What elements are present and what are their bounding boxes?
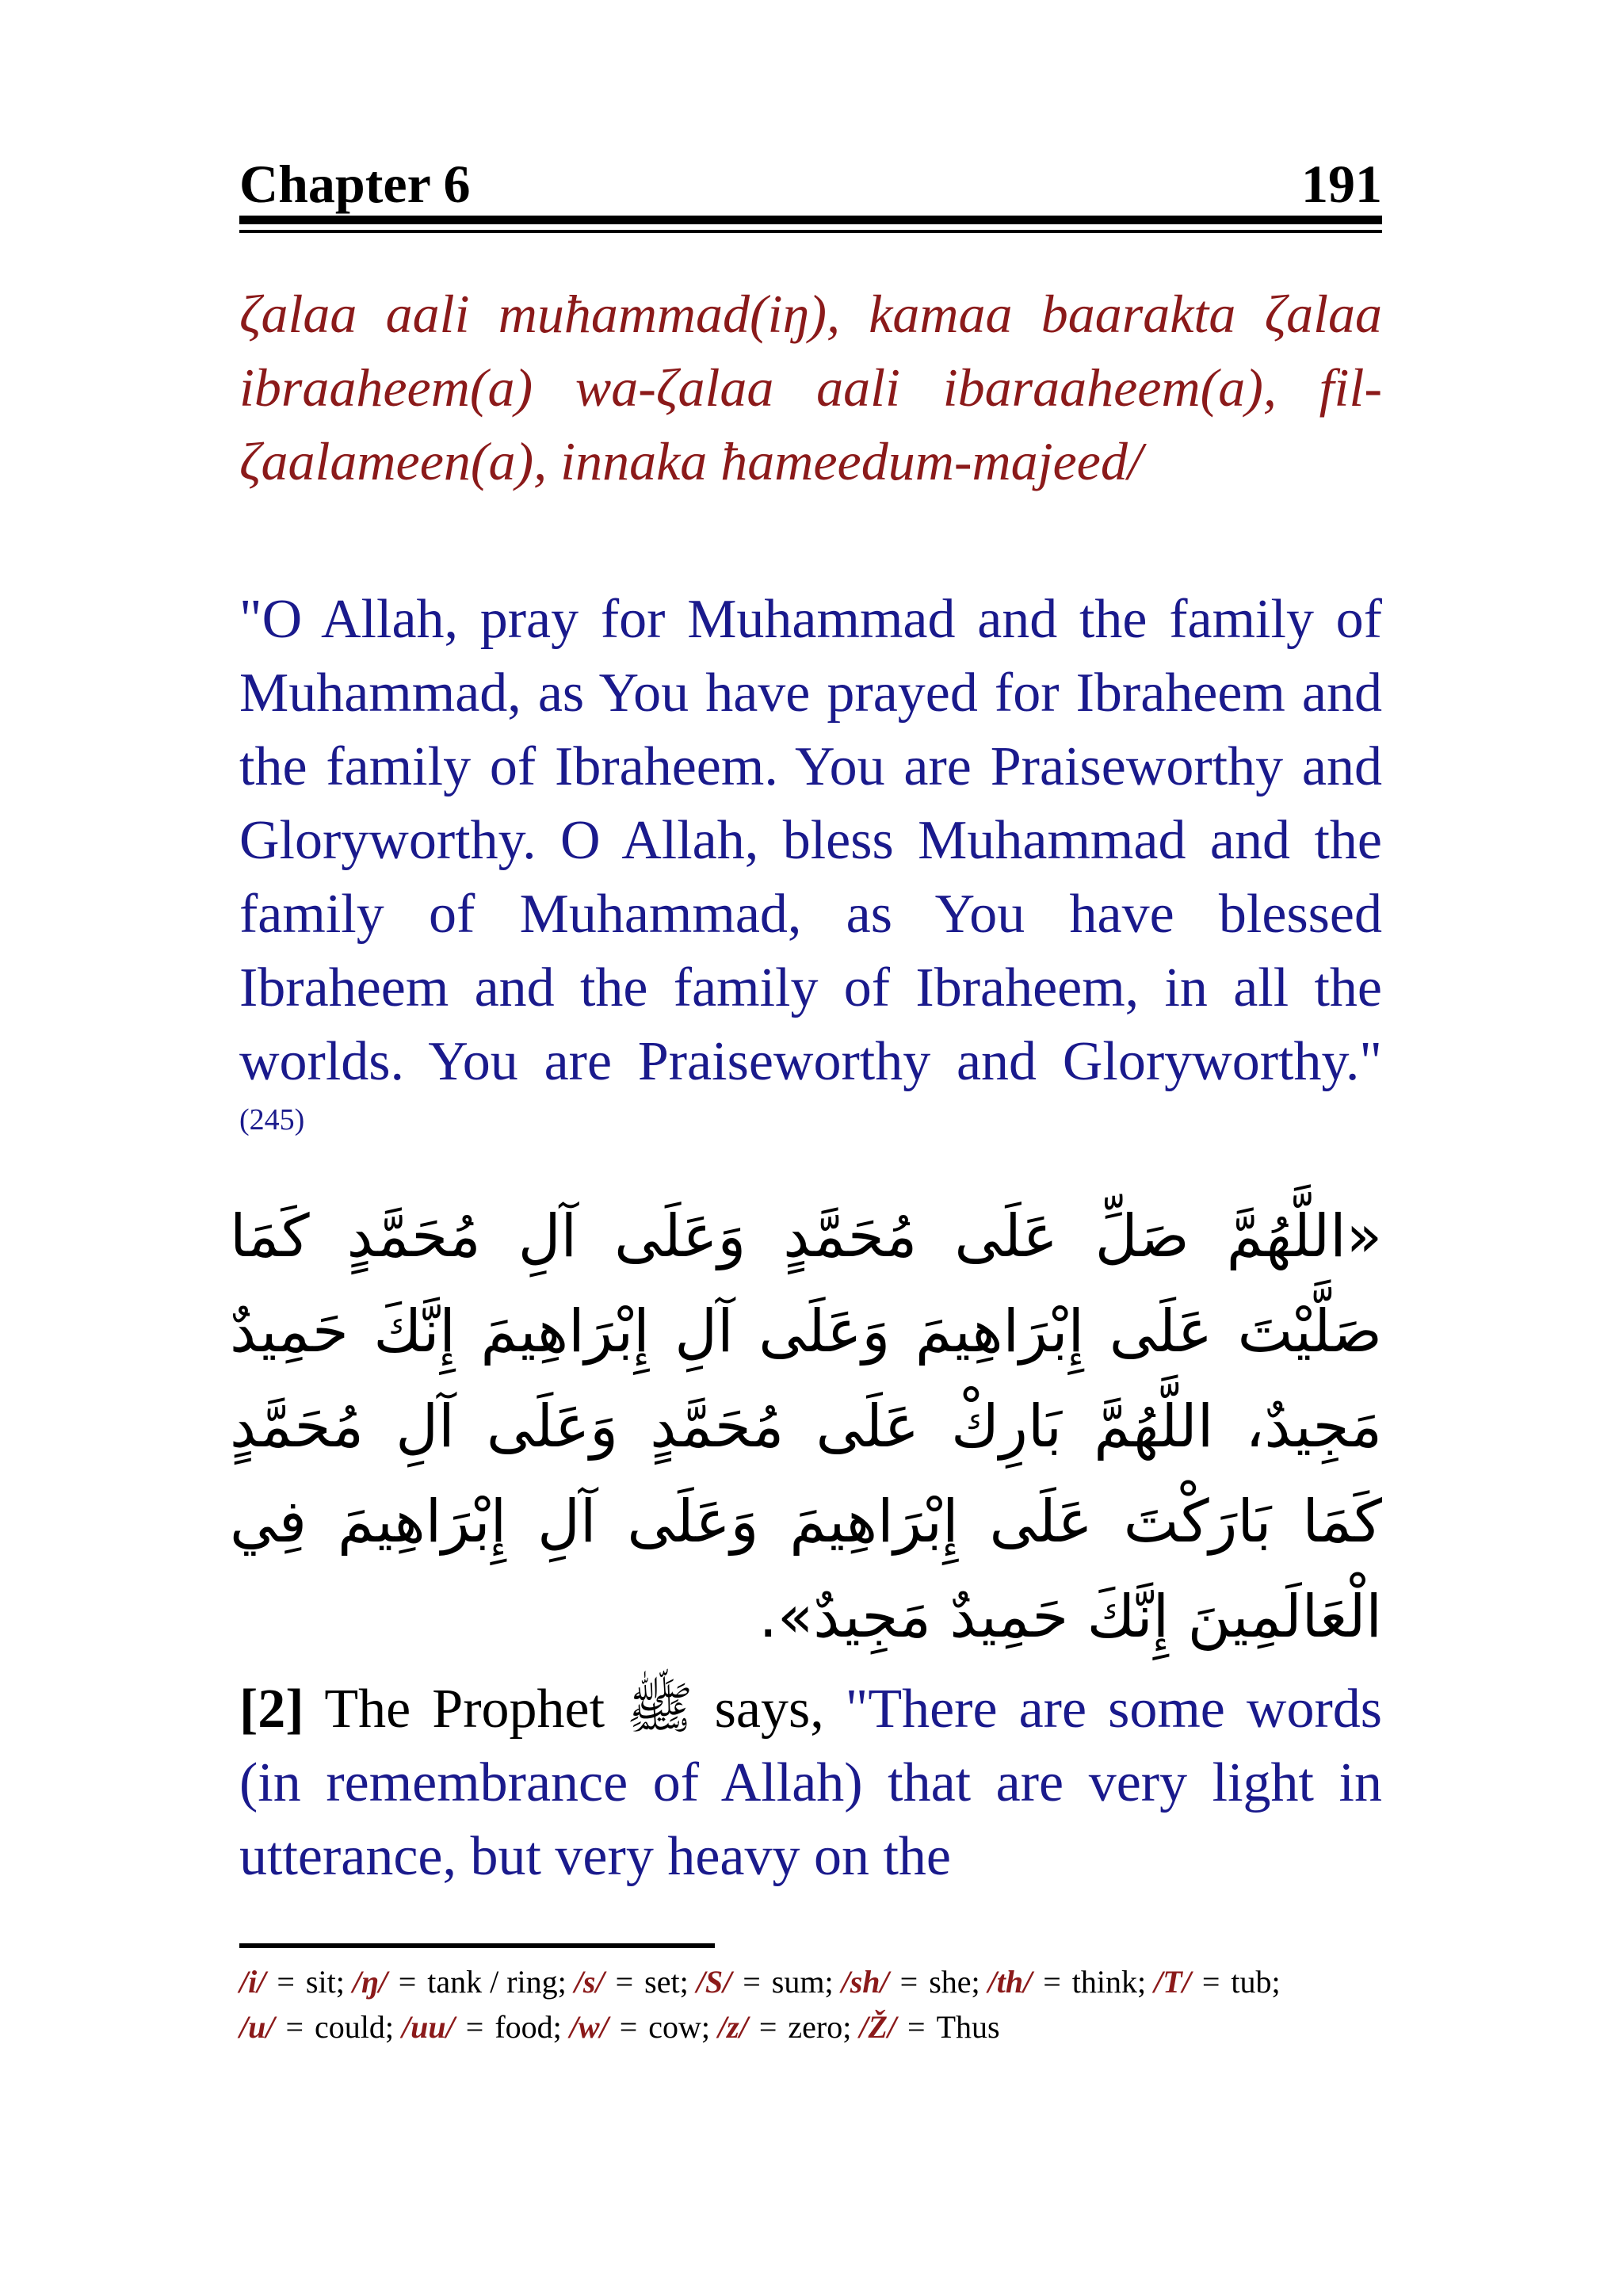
phonetic-symbol: /th/ bbox=[987, 1964, 1033, 2000]
phonetic-symbol: /z/ bbox=[718, 2009, 748, 2045]
pronunciation-entry bbox=[718, 2009, 842, 2045]
equals-sign: = bbox=[907, 2009, 926, 2045]
chapter-title: Chapter 6 bbox=[239, 154, 471, 214]
phonetic-symbol: /sh/ bbox=[841, 1964, 889, 2000]
example-word: set bbox=[644, 1964, 680, 2000]
equals-sign: = bbox=[899, 1964, 918, 2000]
paragraph-number: [2] bbox=[239, 1679, 304, 1740]
pronunciation-entry bbox=[575, 1964, 680, 2000]
phonetic-symbol: /Ž/ bbox=[859, 2009, 896, 2045]
page-number: 191 bbox=[1301, 154, 1382, 214]
pronunciation-entry bbox=[353, 1964, 558, 2000]
translation-body: "O Allah, pray for Muhammad and the family of Muhammad, as You have prayed for Ibraheem and the family of Ibraheem. You are Praiseworthy and Gloryworthy. O Allah, bless Muhammad and the family of Muhammad, as You have blessed Ibraheem and the family of Ibraheem, in all the worlds. You are Praiseworthy and Gloryworthy." bbox=[239, 589, 1382, 1092]
page-header bbox=[239, 143, 1382, 214]
phonetic-symbol: /i/ bbox=[239, 1964, 266, 2000]
example-word: sit bbox=[305, 1964, 336, 2000]
phonetic-symbol: /u/ bbox=[239, 2009, 275, 2045]
pronunciation-entry bbox=[697, 1964, 825, 2000]
transliteration-text: ζalaa aali muħammad(iŋ), kamaa baarakta ζalaa ibraaheem(a) wa-ζalaa aali ibaraaheem(a), fil-ζaalameen(a), innaka ħameedum-majeed/ bbox=[239, 284, 1382, 491]
equals-sign: = bbox=[398, 1964, 417, 2000]
equals-sign: = bbox=[615, 1964, 634, 2000]
pronunciation-entry bbox=[1154, 1964, 1271, 2000]
reference-number: (245) bbox=[239, 1103, 305, 1137]
example-word: think bbox=[1071, 1964, 1138, 2000]
hadith-paragraph bbox=[239, 1672, 1382, 1893]
example-word: she bbox=[929, 1964, 972, 2000]
equals-sign: = bbox=[758, 2009, 777, 2045]
translation-text bbox=[239, 583, 1382, 1172]
example-word: food bbox=[495, 2009, 553, 2045]
equals-sign: = bbox=[277, 1964, 295, 2000]
equals-sign: = bbox=[285, 2009, 304, 2045]
example-word: Thus bbox=[936, 2009, 1000, 2045]
equals-sign: = bbox=[743, 1964, 761, 2000]
arabic-text: «اللَّهُمَّ صَلِّ عَلَى مُحَمَّدٍ وَعَلَى آلِ مُحَمَّدٍ كَمَا صَلَّيْتَ عَلَى إِبْرَاهِيمَ وَعَلَى آلِ إِبْرَاهِيمَ إِنَّكَ حَمِيدٌ مَجِيدٌ، اللَّهُمَّ بَارِكْ عَلَى مُحَمَّدٍ وَعَلَى آلِ مُحَمَّدٍ كَمَا بَارَكْتَ عَلَى إِبْرَاهِيمَ وَعَلَى آلِ إِبْرَاهِيمَ فِي الْعَالَمِينَ إِنَّكَ حَمِيدٌ مَجِيدٌ». bbox=[230, 1202, 1382, 1651]
example-word: sum bbox=[771, 1964, 825, 2000]
pronunciation-entry bbox=[842, 1964, 972, 2000]
phonetic-symbol: /s/ bbox=[574, 1964, 605, 2000]
example-word: tub bbox=[1231, 1964, 1272, 2000]
pronunciation-entry bbox=[239, 2009, 385, 2045]
example-word: could bbox=[315, 2009, 385, 2045]
header-rule-thin bbox=[239, 230, 1382, 233]
phonetic-symbol: /uu/ bbox=[402, 2009, 455, 2045]
pronunciation-entry bbox=[859, 2009, 999, 2045]
footnote-rule bbox=[239, 1943, 715, 1948]
example-word: cow bbox=[648, 2009, 701, 2045]
example-word: zero bbox=[788, 2009, 843, 2045]
phonetic-symbol: /ŋ/ bbox=[352, 1964, 388, 2000]
pronunciation-entry bbox=[988, 1964, 1137, 2000]
phonetic-symbol: /S/ bbox=[696, 1964, 732, 2000]
pronunciation-entry bbox=[239, 1964, 336, 2000]
phonetic-symbol: /w/ bbox=[569, 2009, 609, 2045]
equals-sign: = bbox=[1043, 1964, 1061, 2000]
example-word: tank / ring bbox=[427, 1964, 558, 2000]
equals-sign: = bbox=[465, 2009, 484, 2045]
phonetic-symbol: /T/ bbox=[1154, 1964, 1191, 2000]
paragraph-lead: The Prophet ﷺ says, bbox=[324, 1679, 824, 1740]
pronunciation-key: /i/ = sit; /ŋ/ = tank / ring; /s/ = set; /S/ = sum; /sh/ = she; /th/ = think; /T/ = tub; /u/ = could; /uu/ = food; /w/ = cow; /z/ = zero; /Ž/ = Thus bbox=[239, 1964, 1281, 2045]
header-rule-thick bbox=[239, 216, 1382, 224]
paragraph-body: "There are some words (in remembrance of Allah) that are very light in utterance, but very heavy on the bbox=[239, 1679, 1382, 1887]
equals-sign: = bbox=[1201, 1964, 1220, 2000]
pronunciation-entry bbox=[402, 2009, 553, 2045]
equals-sign: = bbox=[619, 2009, 638, 2045]
pronunciation-entry bbox=[570, 2009, 701, 2045]
